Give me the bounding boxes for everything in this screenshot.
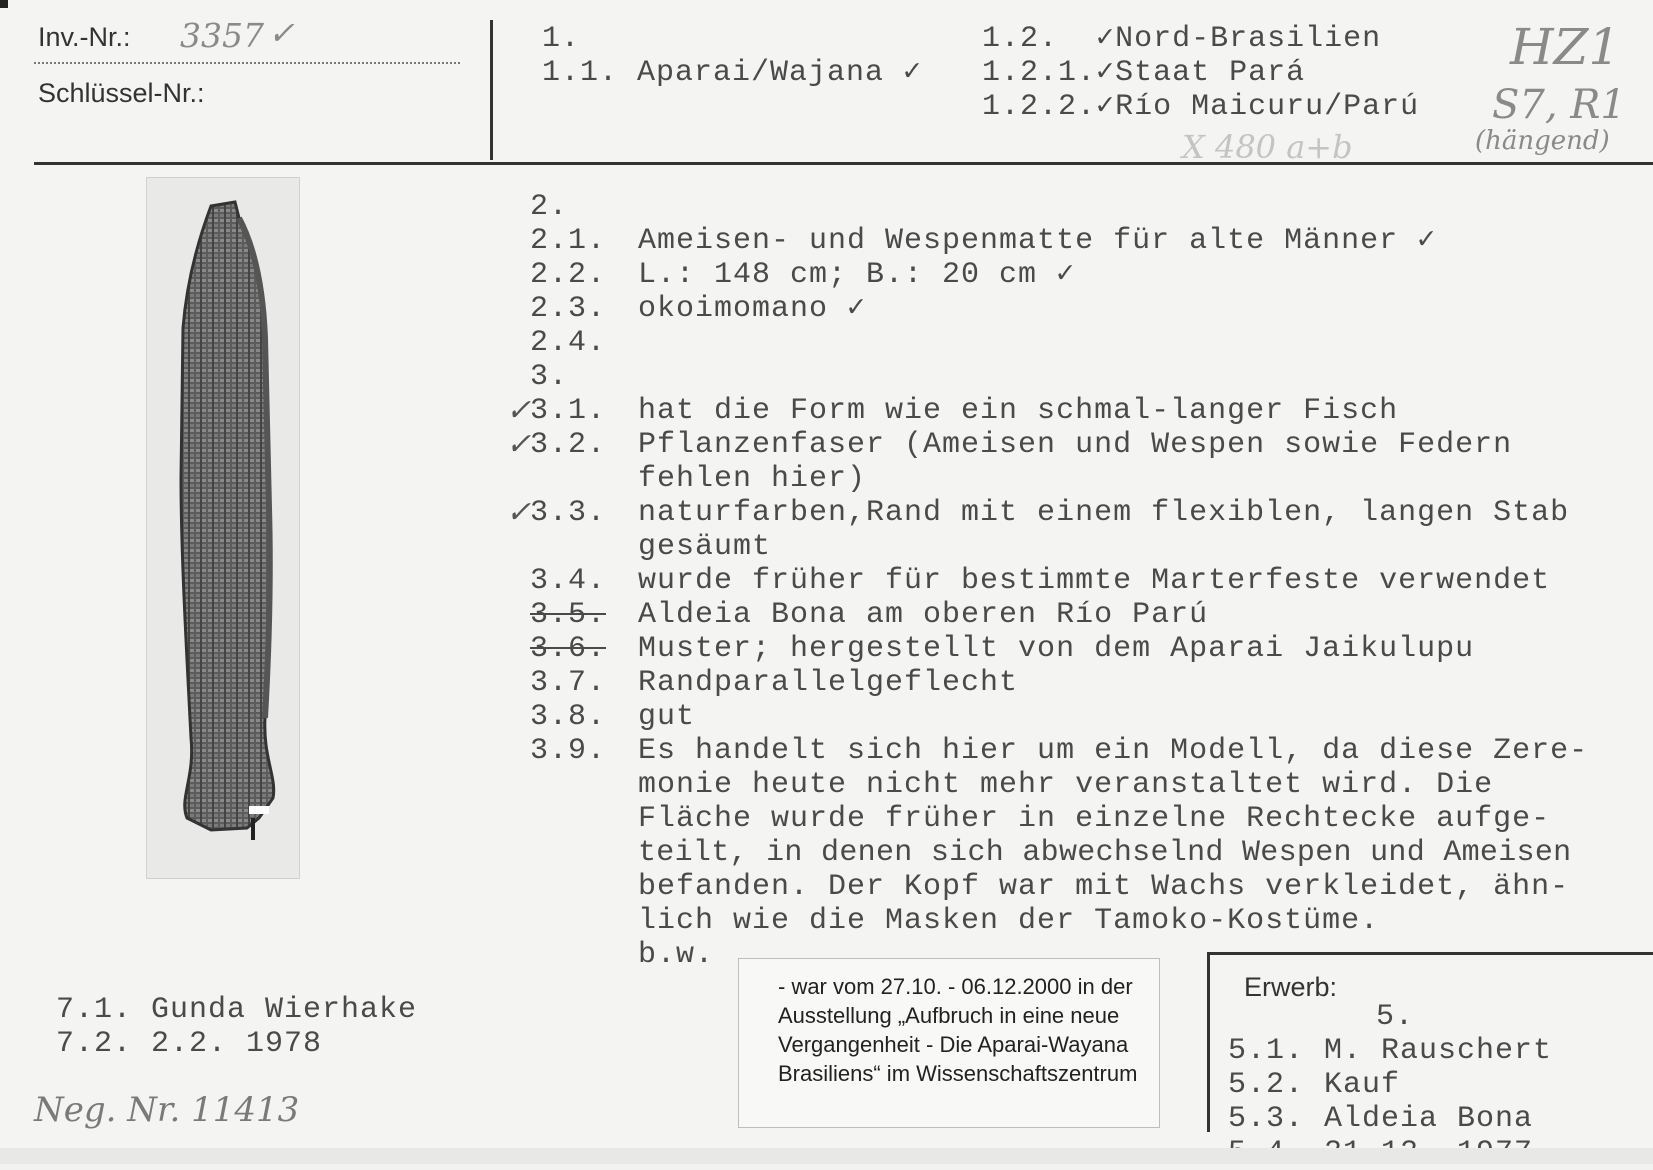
acquisition-vertical-rule (1207, 952, 1210, 1132)
exhibition-note: - war vom 27.10. - 06.12.2000 in der Ausstellung „Aufbruch in eine neue Vergangenheit - Die Aparai-Wayana Brasiliens“ im Wissenschaftszentrum (778, 974, 1138, 1086)
negative-number: Neg. Nr. 11413 (34, 1090, 300, 1130)
line-3-1: ✓ 3.1. hat die Form wie ein schmal-langer Fisch (506, 393, 1399, 428)
inv-label: Inv.-Nr.: (38, 22, 131, 52)
header-line-1-1: 1.1. Aparai/Wajana ✓ (542, 56, 923, 90)
line-3-2-cont: fehlen hier) (638, 462, 867, 496)
shelf-annotation: S7, R1 (1492, 82, 1626, 128)
object-photo (146, 177, 300, 879)
line-2-4: 2.4. (530, 326, 607, 360)
line-2-2: 2.2. L.: 148 cm; B.: 20 cm ✓ (530, 258, 1076, 292)
haengend-annotation: (hängend) (1475, 126, 1610, 156)
line-3-9-cont: befanden. Der Kopf war mit Wachs verkleidet, ähn- (638, 870, 1570, 904)
key-label: Schlüssel-Nr.: (38, 78, 205, 108)
check-mark: ✓ (506, 393, 533, 428)
line-3-3-cont: gesäumt (638, 530, 772, 564)
x480-annotation: X 480 a+b (1182, 128, 1353, 166)
line-3-4: 3.4. wurde früher für bestimmte Marterfeste verwendet (530, 564, 1551, 598)
acquisition-label: Erwerb: (1244, 972, 1338, 1002)
maker-line-7-2: 7.2. 2.2. 1978 (56, 1027, 323, 1061)
card-bottom-edge (0, 1148, 1653, 1164)
inv-number: 3357 (180, 16, 264, 55)
line-3-9-cont: Fläche wurde früher in einzelne Rechtecke aufge- (638, 802, 1551, 836)
acq-line-5: 5. (1376, 1000, 1415, 1034)
line-2-3: 2.3. okoimomano ✓ (530, 292, 867, 326)
line-3-9-cont: lich wie die Masken der Tamoko-Kostüme. (638, 904, 1380, 938)
line-3-8: 3.8. gut (530, 700, 696, 734)
inv-check: ✓ (268, 14, 295, 52)
line-3-6: 3.6. Muster; hergestellt von dem Aparai Jaikulupu (530, 632, 1475, 666)
check-mark: ✓ (506, 427, 533, 462)
line-3-5: 3.5. Aldeia Bona am oberen Río Parú (530, 598, 1209, 632)
line-3: 3. (530, 360, 569, 394)
header-horizontal-rule (34, 162, 1653, 165)
line-3-9-cont: teilt, in denen sich abwechselnd Wespen und Ameisen (638, 836, 1572, 870)
line-3-9: 3.9. Es handelt sich hier um ein Modell, da diese Zere- (530, 734, 1589, 768)
header-vertical-rule (490, 20, 493, 160)
line-3-2: ✓ 3.2. Pflanzenfaser (Ameisen und Wespen sowie Federn (506, 427, 1513, 462)
line-3-9-cont: monie heute nicht mehr veranstaltet wird. Die (638, 768, 1494, 802)
acq-line-5-1: 5.1. M. Rauschert (1228, 1034, 1553, 1068)
maker-line-7-1: 7.1. Gunda Wierhake (56, 993, 418, 1027)
check-mark: ✓ (506, 495, 533, 530)
line-3-3: ✓ 3.3. naturfarben,Rand mit einem flexiblen, langen Stab (506, 495, 1570, 530)
hz-annotation: HZ1 (1510, 18, 1621, 76)
header-line-1-2-1: 1.2.1.✓Staat Pará (982, 56, 1306, 90)
line-bw: b.w. (638, 938, 715, 972)
line-2: 2. (530, 190, 569, 224)
acquisition-horizontal-rule (1207, 952, 1653, 955)
header-line-1: 1. (542, 22, 581, 56)
line-2-1: 2.1. Ameisen- und Wespenmatte für alte Männer ✓ (530, 224, 1437, 258)
dotted-divider (34, 62, 460, 64)
corner-mark (0, 0, 8, 8)
fish-mat-image (147, 178, 299, 878)
acq-line-5-3: 5.3. Aldeia Bona (1228, 1102, 1534, 1136)
description-lines (506, 190, 1589, 972)
acq-line-5-2: 5.2. Kauf (1228, 1068, 1401, 1102)
header-line-1-2-2: 1.2.2.✓Río Maicuru/Parú (982, 90, 1420, 124)
header-line-1-2: 1.2. ✓Nord-Brasilien (982, 22, 1382, 56)
line-3-7: 3.7. Randparallelgeflecht (530, 666, 1019, 700)
acquisition-lines (1228, 1000, 1552, 1170)
